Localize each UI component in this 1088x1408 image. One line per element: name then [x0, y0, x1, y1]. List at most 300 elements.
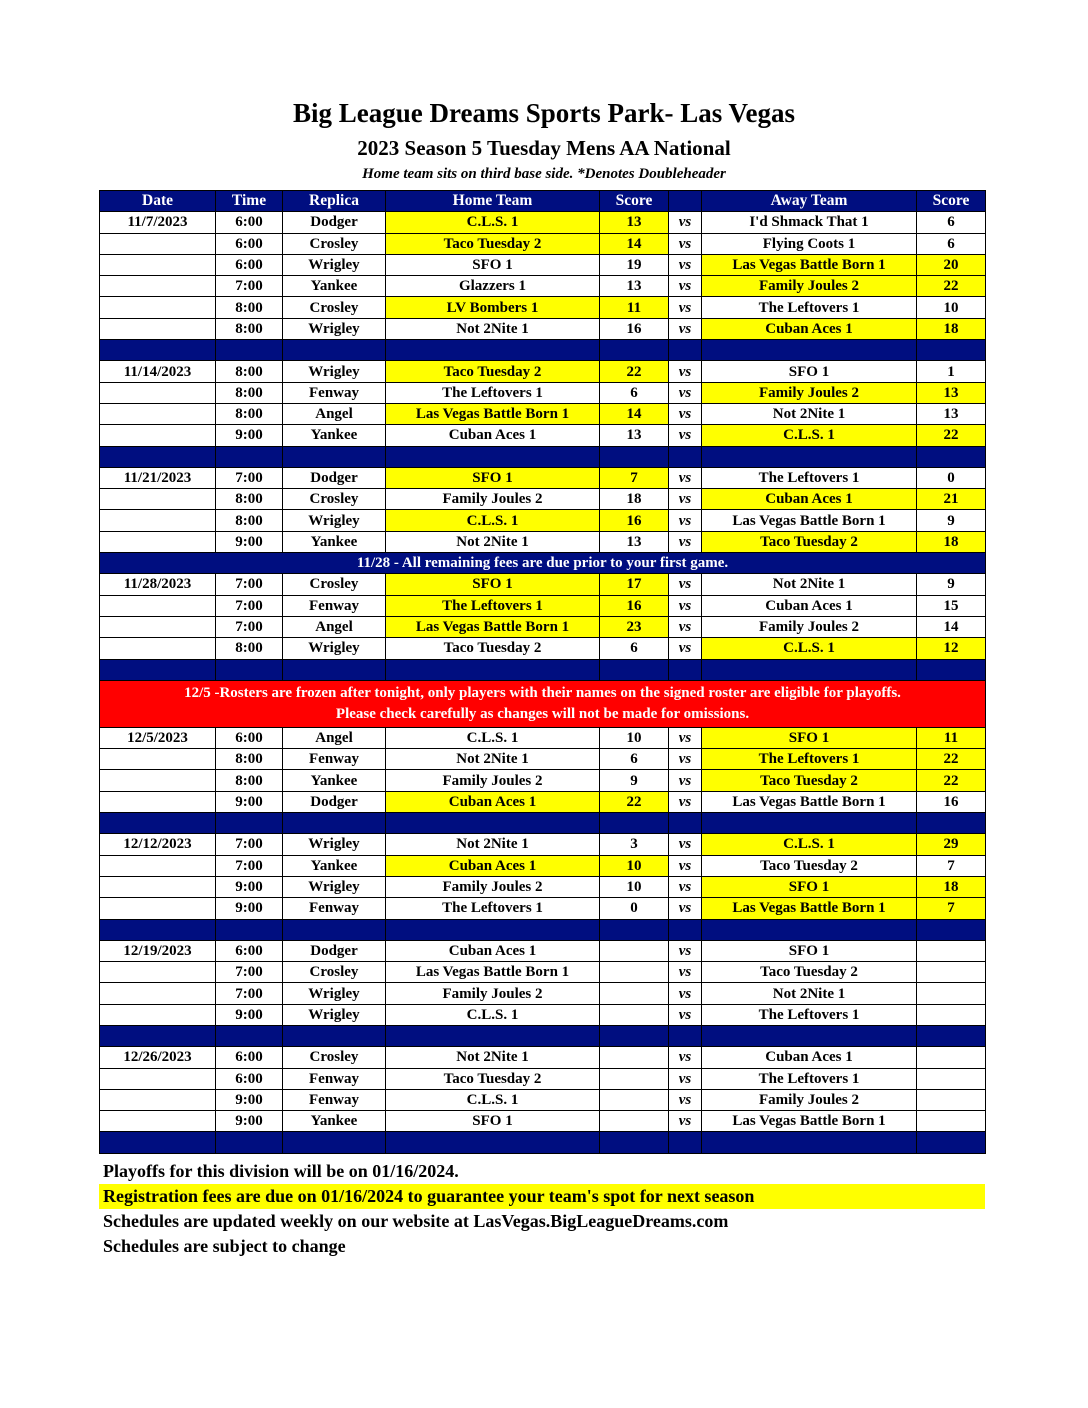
- home-score: 22: [600, 791, 669, 812]
- separator-cell: [386, 813, 600, 834]
- home-team: C.L.S. 1: [386, 1004, 600, 1025]
- game-date: [100, 616, 216, 637]
- game-row: [100, 1068, 986, 1089]
- game-time: 6:00: [216, 940, 283, 961]
- game-date: [100, 276, 216, 297]
- away-score: 18: [917, 318, 986, 339]
- vs-label: vs: [669, 962, 702, 983]
- game-date: [100, 1089, 216, 1110]
- separator-cell: [600, 1132, 669, 1153]
- game-field: Yankee: [283, 531, 386, 552]
- away-team: I'd Shmack That 1: [702, 212, 917, 233]
- separator-cell: [669, 1025, 702, 1046]
- away-score: 1: [917, 361, 986, 382]
- roster-alert: [100, 680, 986, 727]
- game-field: Dodger: [283, 212, 386, 233]
- home-score: 13: [600, 212, 669, 233]
- game-row: [100, 876, 986, 897]
- game-field: Wrigley: [283, 254, 386, 275]
- separator-cell: [917, 919, 986, 940]
- vs-label: vs: [669, 876, 702, 897]
- home-team: Family Joules 2: [386, 770, 600, 791]
- away-team: Las Vegas Battle Born 1: [702, 898, 917, 919]
- vs-label: vs: [669, 770, 702, 791]
- game-row: [100, 834, 986, 855]
- game-row: [100, 1089, 986, 1110]
- game-field: Wrigley: [283, 876, 386, 897]
- game-row: [100, 595, 986, 616]
- vs-label: vs: [669, 254, 702, 275]
- separator-cell: [702, 919, 917, 940]
- away-team: Las Vegas Battle Born 1: [702, 254, 917, 275]
- away-score: 18: [917, 876, 986, 897]
- game-row: [100, 510, 986, 531]
- away-score: [917, 983, 986, 1004]
- game-field: Wrigley: [283, 983, 386, 1004]
- away-team: Family Joules 2: [702, 276, 917, 297]
- game-field: Dodger: [283, 940, 386, 961]
- week-separator: [100, 919, 986, 940]
- game-time: 9:00: [216, 1111, 283, 1132]
- away-team: Flying Coots 1: [702, 233, 917, 254]
- game-row: [100, 638, 986, 659]
- website-notice: Schedules are updated weekly on our website at LasVegas.BigLeagueDreams.com: [103, 1211, 729, 1231]
- away-team: Family Joules 2: [702, 1089, 917, 1110]
- home-score: 17: [600, 574, 669, 595]
- game-time: 9:00: [216, 425, 283, 446]
- column-header-vs: [669, 191, 702, 212]
- home-team: C.L.S. 1: [386, 727, 600, 748]
- away-score: [917, 1111, 986, 1132]
- away-score: 13: [917, 382, 986, 403]
- game-date: 12/26/2023: [100, 1047, 216, 1068]
- home-score: 13: [600, 531, 669, 552]
- game-date: [100, 382, 216, 403]
- game-time: 9:00: [216, 531, 283, 552]
- separator-cell: [702, 1025, 917, 1046]
- game-row: [100, 212, 986, 233]
- away-team: Taco Tuesday 2: [702, 855, 917, 876]
- away-score: 29: [917, 834, 986, 855]
- separator-cell: [386, 446, 600, 467]
- column-header-home-score: Score: [600, 191, 669, 212]
- game-time: 7:00: [216, 962, 283, 983]
- game-row: [100, 1004, 986, 1025]
- away-score: 22: [917, 276, 986, 297]
- home-team: Las Vegas Battle Born 1: [386, 616, 600, 637]
- vs-label: vs: [669, 212, 702, 233]
- game-date: [100, 489, 216, 510]
- vs-label: vs: [669, 1068, 702, 1089]
- separator-cell: [216, 1025, 283, 1046]
- away-score: 22: [917, 770, 986, 791]
- game-field: Wrigley: [283, 834, 386, 855]
- column-header-away-team: Away Team: [702, 191, 917, 212]
- game-field: Dodger: [283, 467, 386, 488]
- away-score: 14: [917, 616, 986, 637]
- game-row: [100, 791, 986, 812]
- away-team: The Leftovers 1: [702, 1068, 917, 1089]
- game-date: [100, 318, 216, 339]
- page-subtitle: 2023 Season 5 Tuesday Mens AA National: [357, 136, 731, 160]
- home-score: [600, 1004, 669, 1025]
- game-date: [100, 791, 216, 812]
- game-time: 9:00: [216, 898, 283, 919]
- game-field: Yankee: [283, 425, 386, 446]
- home-score: [600, 1047, 669, 1068]
- game-date: 11/28/2023: [100, 574, 216, 595]
- away-score: 15: [917, 595, 986, 616]
- game-time: 7:00: [216, 616, 283, 637]
- game-row: [100, 361, 986, 382]
- game-field: Angel: [283, 727, 386, 748]
- schedule-body: [100, 212, 986, 1153]
- separator-cell: [216, 1132, 283, 1153]
- game-field: Wrigley: [283, 361, 386, 382]
- column-header-date: Date: [100, 191, 216, 212]
- roster-alert-line2: Please check carefully as changes will not be made for omissions.: [335, 705, 750, 722]
- fees-notice: 11/28 - All remaining fees are due prior to your first game.: [100, 553, 986, 574]
- away-team: Not 2Nite 1: [702, 574, 917, 595]
- separator-cell: [283, 1132, 386, 1153]
- game-time: 8:00: [216, 749, 283, 770]
- game-time: 8:00: [216, 510, 283, 531]
- game-time: 8:00: [216, 382, 283, 403]
- game-field: Wrigley: [283, 318, 386, 339]
- home-team-note: Home team sits on third base side. *Denotes Doubleheader: [362, 166, 726, 182]
- home-score: 3: [600, 834, 669, 855]
- home-team: Family Joules 2: [386, 489, 600, 510]
- vs-label: vs: [669, 425, 702, 446]
- game-row: [100, 727, 986, 748]
- separator-cell: [216, 340, 283, 361]
- game-date: [100, 531, 216, 552]
- game-time: 7:00: [216, 276, 283, 297]
- fees-notice-row: [100, 553, 986, 574]
- home-score: [600, 1089, 669, 1110]
- game-date: [100, 595, 216, 616]
- week-separator: [100, 659, 986, 680]
- separator-cell: [669, 340, 702, 361]
- game-time: 8:00: [216, 297, 283, 318]
- game-row: [100, 382, 986, 403]
- home-score: 16: [600, 595, 669, 616]
- game-row: [100, 318, 986, 339]
- away-team: Family Joules 2: [702, 382, 917, 403]
- game-time: 7:00: [216, 595, 283, 616]
- week-separator: [100, 1132, 986, 1153]
- game-field: Fenway: [283, 749, 386, 770]
- game-time: 6:00: [216, 254, 283, 275]
- away-team: C.L.S. 1: [702, 638, 917, 659]
- game-date: 12/19/2023: [100, 940, 216, 961]
- game-row: [100, 983, 986, 1004]
- vs-label: vs: [669, 297, 702, 318]
- home-team: Cuban Aces 1: [386, 791, 600, 812]
- away-score: 22: [917, 749, 986, 770]
- game-row: [100, 276, 986, 297]
- away-team: Las Vegas Battle Born 1: [702, 791, 917, 812]
- home-team: Taco Tuesday 2: [386, 638, 600, 659]
- home-score: [600, 983, 669, 1004]
- game-time: 9:00: [216, 1089, 283, 1110]
- game-time: 6:00: [216, 212, 283, 233]
- week-separator: [100, 813, 986, 834]
- home-team: Glazzers 1: [386, 276, 600, 297]
- game-row: [100, 749, 986, 770]
- vs-label: vs: [669, 1004, 702, 1025]
- separator-cell: [702, 659, 917, 680]
- separator-cell: [100, 813, 216, 834]
- column-header-away-score: Score: [917, 191, 986, 212]
- away-team: The Leftovers 1: [702, 749, 917, 770]
- separator-cell: [100, 1025, 216, 1046]
- game-row: [100, 1111, 986, 1132]
- home-score: 9: [600, 770, 669, 791]
- away-score: 10: [917, 297, 986, 318]
- game-time: 7:00: [216, 467, 283, 488]
- home-team: C.L.S. 1: [386, 212, 600, 233]
- home-score: 14: [600, 233, 669, 254]
- game-field: Fenway: [283, 898, 386, 919]
- away-team: The Leftovers 1: [702, 467, 917, 488]
- vs-label: vs: [669, 940, 702, 961]
- separator-cell: [386, 659, 600, 680]
- away-score: [917, 1089, 986, 1110]
- away-score: [917, 1068, 986, 1089]
- game-date: [100, 1068, 216, 1089]
- vs-label: vs: [669, 727, 702, 748]
- week-separator: [100, 340, 986, 361]
- vs-label: vs: [669, 233, 702, 254]
- away-score: 7: [917, 898, 986, 919]
- away-score: 13: [917, 403, 986, 424]
- game-date: [100, 425, 216, 446]
- separator-cell: [600, 340, 669, 361]
- away-score: 6: [917, 233, 986, 254]
- game-date: 12/12/2023: [100, 834, 216, 855]
- home-score: [600, 1111, 669, 1132]
- home-team: SFO 1: [386, 1111, 600, 1132]
- game-date: 11/14/2023: [100, 361, 216, 382]
- away-team: Not 2Nite 1: [702, 983, 917, 1004]
- vs-label: vs: [669, 638, 702, 659]
- separator-cell: [100, 659, 216, 680]
- separator-cell: [386, 340, 600, 361]
- game-time: 7:00: [216, 574, 283, 595]
- game-row: [100, 233, 986, 254]
- game-date: [100, 876, 216, 897]
- playoffs-notice: Playoffs for this division will be on 01/16/2024.: [103, 1161, 459, 1181]
- away-score: 16: [917, 791, 986, 812]
- home-team: LV Bombers 1: [386, 297, 600, 318]
- separator-cell: [386, 1132, 600, 1153]
- game-row: [100, 489, 986, 510]
- column-header-home-team: Home Team: [386, 191, 600, 212]
- week-separator: [100, 446, 986, 467]
- game-date: [100, 749, 216, 770]
- vs-label: vs: [669, 276, 702, 297]
- game-date: [100, 254, 216, 275]
- game-time: 8:00: [216, 403, 283, 424]
- separator-cell: [917, 1132, 986, 1153]
- home-team: Las Vegas Battle Born 1: [386, 962, 600, 983]
- home-team: Taco Tuesday 2: [386, 361, 600, 382]
- game-field: Wrigley: [283, 1004, 386, 1025]
- home-score: 6: [600, 638, 669, 659]
- game-field: Crosley: [283, 233, 386, 254]
- away-score: 9: [917, 510, 986, 531]
- away-team: Cuban Aces 1: [702, 1047, 917, 1068]
- game-time: 8:00: [216, 318, 283, 339]
- game-time: 6:00: [216, 233, 283, 254]
- roster-alert-row: [100, 680, 986, 727]
- column-header-time: Time: [216, 191, 283, 212]
- game-row: [100, 531, 986, 552]
- away-score: 22: [917, 425, 986, 446]
- game-time: 9:00: [216, 791, 283, 812]
- home-team: Cuban Aces 1: [386, 940, 600, 961]
- game-field: Angel: [283, 403, 386, 424]
- separator-cell: [100, 446, 216, 467]
- game-field: Fenway: [283, 1068, 386, 1089]
- home-score: 10: [600, 876, 669, 897]
- vs-label: vs: [669, 855, 702, 876]
- game-field: Crosley: [283, 962, 386, 983]
- away-score: 0: [917, 467, 986, 488]
- game-field: Yankee: [283, 855, 386, 876]
- game-time: 6:00: [216, 1047, 283, 1068]
- game-date: [100, 233, 216, 254]
- home-team: The Leftovers 1: [386, 898, 600, 919]
- game-row: [100, 403, 986, 424]
- game-date: [100, 962, 216, 983]
- separator-cell: [283, 659, 386, 680]
- separator-cell: [386, 919, 600, 940]
- vs-label: vs: [669, 361, 702, 382]
- away-team: C.L.S. 1: [702, 425, 917, 446]
- home-score: 13: [600, 276, 669, 297]
- week-separator: [100, 1025, 986, 1046]
- home-team: Not 2Nite 1: [386, 834, 600, 855]
- registration-notice: Registration fees are due on 01/16/2024 to guarantee your team's spot for next season: [99, 1184, 985, 1209]
- separator-cell: [100, 340, 216, 361]
- game-row: [100, 770, 986, 791]
- schedule-table: [99, 190, 986, 1154]
- game-date: [100, 770, 216, 791]
- home-team: Not 2Nite 1: [386, 318, 600, 339]
- game-field: Angel: [283, 616, 386, 637]
- game-row: [100, 254, 986, 275]
- separator-cell: [283, 446, 386, 467]
- home-team: SFO 1: [386, 254, 600, 275]
- home-score: 7: [600, 467, 669, 488]
- home-score: [600, 962, 669, 983]
- game-field: Fenway: [283, 595, 386, 616]
- separator-cell: [669, 1132, 702, 1153]
- game-field: Crosley: [283, 574, 386, 595]
- separator-cell: [669, 919, 702, 940]
- separator-cell: [669, 813, 702, 834]
- game-row: [100, 1047, 986, 1068]
- game-date: [100, 898, 216, 919]
- away-score: 18: [917, 531, 986, 552]
- game-row: [100, 467, 986, 488]
- home-score: 23: [600, 616, 669, 637]
- roster-alert-line1: 12/5 -Rosters are frozen after tonight, only players with their names on the signed roster are eligible for playoffs.: [184, 684, 901, 701]
- vs-label: vs: [669, 791, 702, 812]
- game-row: [100, 574, 986, 595]
- away-score: 6: [917, 212, 986, 233]
- vs-label: vs: [669, 510, 702, 531]
- game-time: 7:00: [216, 855, 283, 876]
- table-header-row: [100, 191, 986, 212]
- game-time: 8:00: [216, 638, 283, 659]
- game-field: Crosley: [283, 1047, 386, 1068]
- home-team: Taco Tuesday 2: [386, 1068, 600, 1089]
- vs-label: vs: [669, 834, 702, 855]
- game-time: 8:00: [216, 489, 283, 510]
- home-team: SFO 1: [386, 574, 600, 595]
- away-team: Cuban Aces 1: [702, 318, 917, 339]
- away-score: 20: [917, 254, 986, 275]
- game-time: 7:00: [216, 983, 283, 1004]
- game-date: [100, 983, 216, 1004]
- home-team: SFO 1: [386, 467, 600, 488]
- game-row: [100, 855, 986, 876]
- away-team: The Leftovers 1: [702, 1004, 917, 1025]
- away-score: 21: [917, 489, 986, 510]
- separator-cell: [669, 446, 702, 467]
- separator-cell: [702, 1132, 917, 1153]
- separator-cell: [283, 919, 386, 940]
- home-score: 16: [600, 510, 669, 531]
- home-team: Not 2Nite 1: [386, 531, 600, 552]
- change-notice: Schedules are subject to change: [103, 1236, 346, 1256]
- home-team: Not 2Nite 1: [386, 1047, 600, 1068]
- home-team: The Leftovers 1: [386, 382, 600, 403]
- home-team: Not 2Nite 1: [386, 749, 600, 770]
- home-team: The Leftovers 1: [386, 595, 600, 616]
- separator-cell: [600, 1025, 669, 1046]
- home-team: Cuban Aces 1: [386, 425, 600, 446]
- game-time: 9:00: [216, 1004, 283, 1025]
- game-time: 6:00: [216, 1068, 283, 1089]
- vs-label: vs: [669, 898, 702, 919]
- home-score: 14: [600, 403, 669, 424]
- game-row: [100, 898, 986, 919]
- game-field: Wrigley: [283, 510, 386, 531]
- home-score: 13: [600, 425, 669, 446]
- game-field: Fenway: [283, 1089, 386, 1110]
- away-team: Cuban Aces 1: [702, 489, 917, 510]
- game-time: 7:00: [216, 834, 283, 855]
- away-team: Cuban Aces 1: [702, 595, 917, 616]
- game-date: [100, 855, 216, 876]
- home-score: 18: [600, 489, 669, 510]
- game-row: [100, 962, 986, 983]
- home-score: 10: [600, 855, 669, 876]
- separator-cell: [100, 919, 216, 940]
- game-date: [100, 1004, 216, 1025]
- game-row: [100, 940, 986, 961]
- game-date: [100, 297, 216, 318]
- game-field: Dodger: [283, 791, 386, 812]
- away-team: Not 2Nite 1: [702, 403, 917, 424]
- separator-cell: [216, 659, 283, 680]
- vs-label: vs: [669, 1089, 702, 1110]
- away-score: [917, 1004, 986, 1025]
